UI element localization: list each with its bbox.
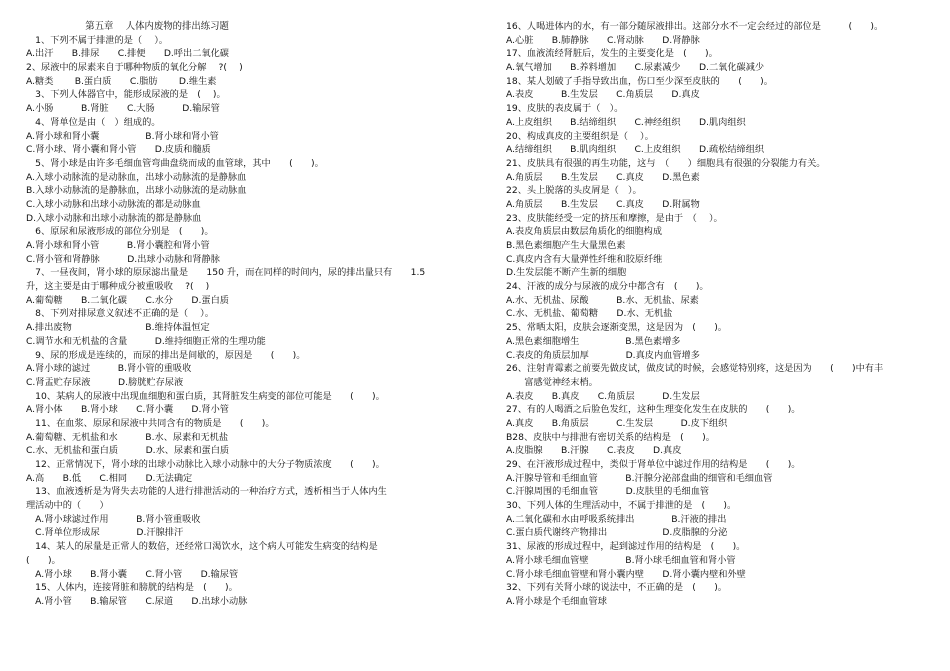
right-line: 32、下列有关肾小球的说法中，不正确的是 ( )。 [506,582,727,594]
right-line: 18、某人划破了手指导致出血，伤口至少深至皮肤的 ( )。 [506,75,773,87]
left-line: 13、血液透析是为肾失去功能的人进行排泄活动的一种治疗方式，透析相当于人体内生 [26,486,387,498]
left-line: 1、下列不属于排泄的是（ ）。 [26,34,168,46]
left-line: 5、肾小球是由许多毛细血管弯曲盘绕而成的血管球，其中 ( )。 [26,157,324,169]
right-line: 22、头上脱落的头皮屑是（ ）。 [506,185,642,197]
right-line: A.肾小球毛细血管壁 B.肾小球毛细血管和肾小管 [506,554,736,566]
left-line: A.肾小管 B.输尿管 C.尿道 D.出球小动脉 [26,595,248,607]
left-line: A.糖类 B.蛋白质 C.脂肪 D.维生素 [26,75,217,87]
right-line: A.角质层 B.生发层 C.真皮 D.附属物 [506,198,700,210]
right-line: 23、皮肤能经受一定的挤压和摩擦，是由于 （ ）。 [506,212,723,224]
left-line: A.入球小动脉流的是动脉血，出球小动脉流的是静脉血 [26,171,247,183]
right-line: B.黑色素细胞产生大量黑色素 [506,240,626,251]
right-line: 25、常晒太阳，皮肤会逐渐变黑，这是因为 ( )。 [506,322,727,334]
left-line: C.肾盂贮存尿液 D.膀胱贮存尿液 [26,376,184,388]
left-line: 8、下列对排尿意义叙述不正确的是（ ）。 [26,308,214,320]
right-line: A.真皮 B.角质层 C.生发层 D.皮下组织 [506,417,728,429]
left-line: 12、正常情况下，肾小球的出球小动脉比入球小动脉中的大分子物质浓度 ( )。 [26,459,385,470]
left-line: A.葡萄糖 B.二氧化碳 C.水分 D.蛋白质 [26,294,229,306]
left-line: B.入球小动脉流的是静脉血，出球小动脉流的是动脉血 [26,185,247,197]
left-line: 11、在血浆、原尿和尿液中共同含有的物质是 ( )。 [26,417,275,429]
left-line: 9、尿的形成是连续的，而尿的排出是间歇的，原因是 ( )。 [26,349,306,361]
left-line: A.肾小球滤过作用 B.肾小管重吸收 [26,513,201,525]
right-line: 富感觉神经末梢。 [506,376,598,388]
right-line: C.汗腺周围的毛细血管 D.皮肤里的毛细血管 [506,486,710,498]
right-line: A.表皮 B.生发层 C.角质层 D.真皮 [506,89,700,101]
right-line: A.表皮 B.真皮 C.角质层 D.生发层 [506,390,700,402]
left-line: C.水、无机盐和蛋白质 D.水、尿素和蛋白质 [26,445,230,457]
right-line: C.真皮内含有大量弹性纤维和胶原纤维 [506,253,663,265]
right-line: A.汗腺导管和毛细血管 B.汗腺分泌部盘曲的细管和毛细血管 [506,472,773,484]
right-line: 31、尿液的形成过程中，起到滤过作用的结构是 ( )。 [506,541,746,553]
right-line: 30、下列人体的生理活动中，不属于排泄的是 ( )。 [506,500,737,512]
right-line: 27、有的人喝酒之后脸色发红，这种生理变化发生在皮肤的 ( )。 [506,404,801,416]
right-line: A.氧气增加 B.养料增加 C.尿素减少 D.二氧化碳减少 [506,62,765,74]
right-line: A.角质层 B.生发层 C.真皮 D.黑色素 [506,171,700,183]
left-line: A.高 B.低 C.相同 D.无法确定 [26,472,193,484]
left-line: 4、肾单位是由（ ）组成的。 [26,116,161,128]
right-line: C.水、无机盐、葡萄糖 D.水、无机盐 [506,308,673,320]
right-line: 16、人喝进体内的水，有一部分随尿液排出。这部分水不一定会经过的部位是 ( )。 [506,21,884,32]
right-line: A.皮脂腺 B.汗腺 C.表皮 D.真皮 [506,445,682,457]
right-column [506,20,934,609]
right-line: C.蛋白质代谢终产物排出 D.皮脂腺的分泌 [506,527,728,539]
left-line: A.排出废物 B.维持体温恒定 [26,322,210,334]
left-line: 15、人体内，连接肾脏和膀胱的结构是 ( )。 [26,582,238,594]
right-line: 20、构成真皮的主要组织是（ ）。 [506,130,654,142]
left-line: 升，这主要是由于哪种成分被重吸收 ?( ) [26,281,210,293]
left-line: ( )。 [26,554,61,566]
left-line: A.肾小体 B.肾小球 C.肾小囊 D.肾小管 [26,404,229,416]
left-line: 10、某病人的尿液中出现血细胞和蛋白质，其肾脏发生病变的部位可能是 ( )。 [26,390,385,402]
left-line: C.肾小球、肾小囊和肾小管 D.皮质和髓质 [26,144,211,156]
right-line: A.表皮角质层由数层角质化的细胞构成 [506,226,663,238]
left-line: A.肾小球和肾小囊 B.肾小球和肾小管 [26,130,219,142]
right-line: 21、皮肤具有很强的再生功能，这与 （ ）细胞具有很强的分裂能力有关。 [506,157,826,169]
left-line: 6、原尿和尿液形成的部位分别是 ( )。 [26,226,214,238]
left-line: D.入球小动脉和出球小动脉流的都是静脉血 [26,212,202,224]
left-line: 理活动中的（ ） [26,500,109,512]
left-line: A.小肠 B.肾脏 C.大肠 D.输尿管 [26,103,220,115]
right-line: 26、注射青霉素之前要先做皮试，做皮试的时候，会感觉特别疼，这是因为 ( )中有丰 [506,363,884,375]
right-line: B28、皮肤中与排泄有密切关系的结构是 ( )。 [506,431,715,443]
left-line: A.出汗 B.排尿 C.排便 D.呼出二氧化碳 [26,48,229,60]
left-line: C.肾单位形成尿 D.汗腺排汗 [26,527,184,539]
left-line: 3、下列人体器官中，能形成尿液的是 ( )。 [26,89,226,101]
right-line: A.肾小球是个毛细血管球 [506,595,607,607]
right-line: A.二氧化碳和水由呼吸系统排出 B.汗液的排出 [506,513,727,525]
left-line: 14、某人的尿量是正常人的数倍，还经常口渴饮水，这个病人可能发生病变的结构是 [26,541,378,553]
right-line: 29、在汗液形成过程中，类似于肾单位中滤过作用的结构是 ( )。 [506,459,801,470]
right-line: A.上皮组织 B.结缔组织 C.神经组织 D.肌肉组织 [506,116,746,128]
right-line: A.心脏 B.肺静脉 C.肾动脉 D.肾静脉 [506,34,700,46]
left-line: A.肾小球和肾小管 B.肾小囊腔和肾小管 [26,240,210,251]
left-line: 2、尿液中的尿素来自于哪种物质的氧化分解 ?( ) [26,62,243,74]
right-line: A.结缔组织 B.肌肉组织 C.上皮组织 D.疏松结缔组织 [506,144,765,156]
left-line: C.入球小动脉和出球小动脉流的都是动脉血 [26,198,201,210]
left-column [26,20,478,609]
right-line: C.表皮的角质层加厚 D.真皮内血管增多 [506,349,700,361]
right-line: A.黑色素细胞增生 B.黑色素增多 [506,335,681,347]
left-line: C.调节水和无机盐的含量 D.维持细胞正常的生理功能 [26,335,266,347]
right-line: 17、血液流经肾脏后，发生的主要变化是 ( )。 [506,48,718,60]
right-line: D.生发层能不断产生新的细胞 [506,267,627,279]
right-line: A.水、无机盐、尿酸 B.水、无机盐、尿素 [506,294,699,306]
left-line: A.肾小球的滤过 B.肾小管的重吸收 [26,363,192,375]
left-line: A.肾小球 B.肾小囊 C.肾小管 D.输尿管 [26,568,239,580]
left-line: C.肾小管和肾静脉 D.出球小动脉和肾静脉 [26,253,220,265]
right-line: 24、汗液的成分与尿液的成分中都含有 ( )。 [506,281,709,293]
right-line: C.肾小球毛细血管壁和肾小囊内壁 D.肾小囊内壁和外壁 [506,568,746,580]
left-line: 7、一昼夜间，肾小球的原尿滤出量是 150 升，而在同样的时间内，尿的排出量只有 1.5 [26,267,426,279]
chapter-title: 第五章 人体内废物的排出练习题 [26,21,229,32]
left-line: A.葡萄糖、无机盐和水 B.水、尿素和无机盐 [26,431,229,443]
right-line: 19、皮肤的表皮属于（ ）。 [506,103,624,115]
